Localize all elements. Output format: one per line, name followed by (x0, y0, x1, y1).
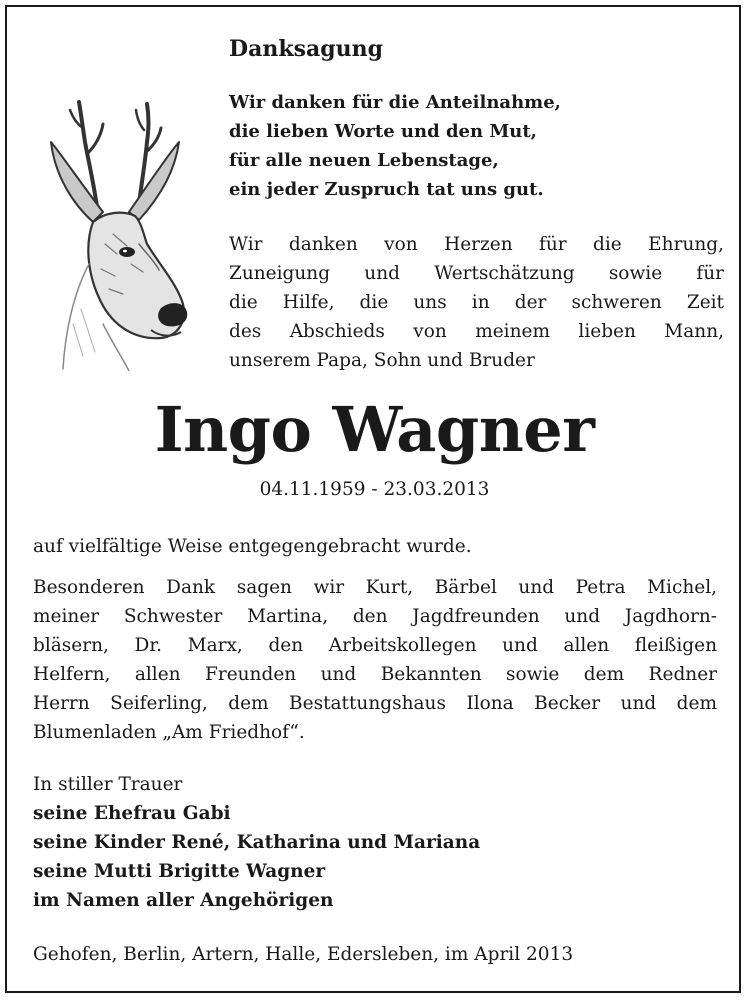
mourners-intro: In stiller Trauer (33, 774, 183, 795)
poem-line: ein jeder Zuspruch tat uns gut. (229, 179, 544, 200)
mourner-line: im Namen aller Angehörigen (33, 890, 334, 911)
thanks-line: Zuneigung und Wertschätzung sowie für (229, 263, 724, 284)
roe-deer-icon (43, 94, 199, 371)
poem-block (229, 88, 561, 204)
closing-places-date: Gehofen, Berlin, Artern, Halle, Edersleben, im April 2013 (33, 944, 574, 965)
notice-heading: Danksagung (229, 36, 383, 62)
special-thanks-line: Besonderen Dank sagen wir Kurt, Bärbel und Petra Michel, (33, 577, 717, 598)
mourner-line: seine Mutti Brigitte Wagner (33, 861, 326, 882)
special-thanks-line: meiner Schwester Martina, den Jagdfreunden und Jagdhorn- (33, 606, 717, 627)
thanks-line: Wir danken von Herzen für die Ehrung, (229, 234, 724, 255)
mourner-line: seine Kinder René, Katharina und Mariana (33, 832, 481, 853)
poem-line: Wir danken für die Anteilnahme, (229, 92, 561, 113)
mourner-line: seine Ehefrau Gabi (33, 803, 231, 824)
poem-line: die lieben Worte und den Mut, (229, 121, 537, 142)
special-thanks-line: Helfern, allen Freunden und Bekannten sowie dem Redner (33, 664, 717, 685)
thanks-paragraph (229, 230, 724, 375)
poem-line: für alle neuen Lebenstage, (229, 150, 499, 171)
continuation-text: auf vielfältige Weise entgegengebracht wurde. (33, 536, 472, 557)
mourners-block (33, 770, 480, 915)
special-thanks-line: Blumenladen „Am Friedhof“. (33, 722, 305, 743)
special-thanks-paragraph (33, 573, 717, 747)
deceased-name: Ingo Wagner (154, 393, 595, 466)
special-thanks-line: bläsern, Dr. Marx, den Arbeitskollegen und allen fleißigen (33, 635, 717, 656)
thanks-line: unserem Papa, Sohn und Bruder (229, 350, 535, 371)
thanks-line: des Abschieds von meinem lieben Mann, (229, 321, 724, 342)
special-thanks-line: Herrn Seiferling, dem Bestattungshaus Ilona Becker und dem (33, 693, 717, 714)
life-dates: 04.11.1959 - 23.03.2013 (259, 479, 490, 500)
thanks-line: die Hilfe, die uns in der schweren Zeit (229, 292, 724, 313)
